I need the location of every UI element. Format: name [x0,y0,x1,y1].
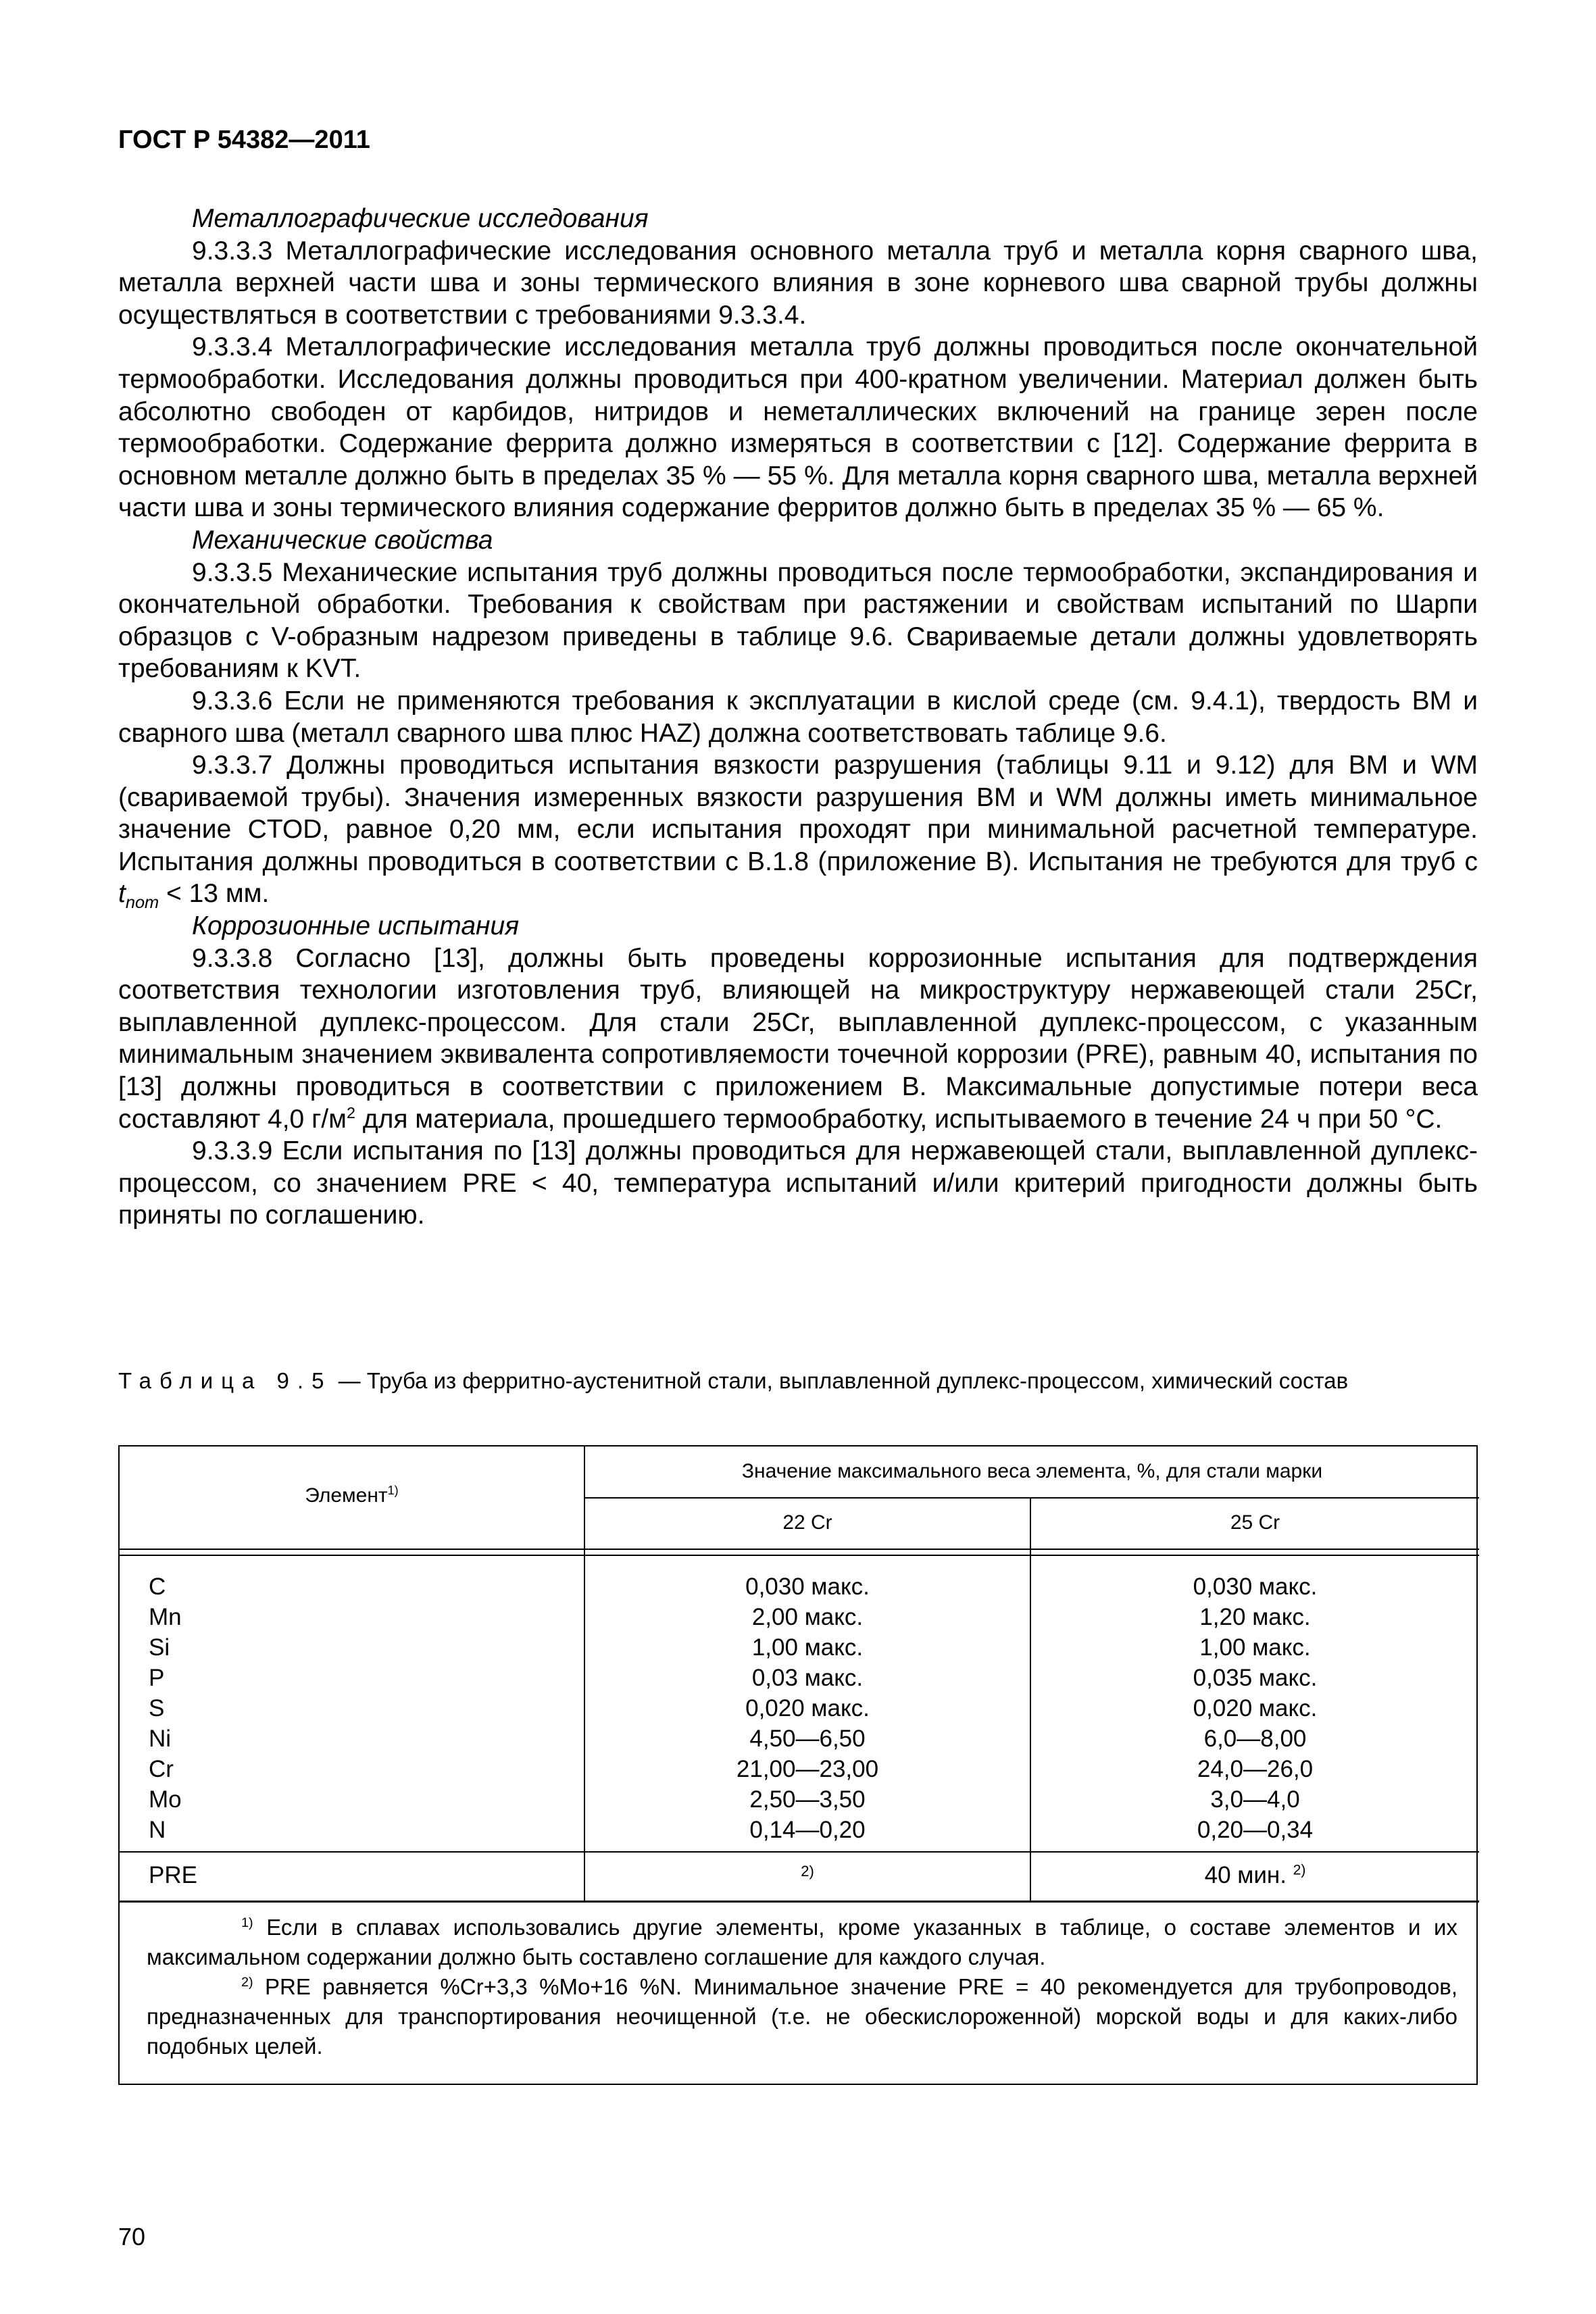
header-group: Значение максимального веса элемента, %, для стали марки [741,1460,1323,1482]
paragraph-text: 9.3.3.7 Должны проводиться испытания вязкости разрушения (таблицы 9.11 и 9.12) для ВМ и WM (свариваемой трубы). Значения измеренных вязкости разрушения ВМ и WM должны иметь минимальное значение CTOD, равное 0,20 мм, если испытания проходят при минимальной расчетной температуре. Испытания должны проводиться в соответствии с В.1.8 (приложение В). Испытания не требуются для труб с [118,751,1478,876]
pre-22-note: 2) [801,1863,814,1880]
section-heading: Металлографические исследования [192,204,649,233]
paragraph: 9.3.3.3 Металлографические исследования основного металла труб и металла корня сварного шва, металла верхней части шва и зоны термического влияния в зоне корневого шва сварной трубы должны осуществляться в соответствии с требованиями 9.3.3.4. [118,236,1478,330]
document-header: ГОСТ Р 54382—2011 [118,126,370,154]
paragraph [118,749,1478,913]
divider [120,1851,1479,1853]
paragraph: 9.3.3.4 Металлографические исследования металла труб должны проводиться после окончательной термообработки. Исследования должны проводиться при 400-кратном увеличении. Материал должен быть абсолютно свободен от карбидов, нитридов и неметаллических включений на границе зерен после термообработки. Содержание феррита должно измеряться в соответствии с [12]. Содержание феррита в основном металле должно быть в пределах 35 % — 55 %. Для металла корня сварного шва, металла верхней части шва и зоны термического влияния содержание ферритов должно быть в пределах 35 % — 65 %. [118,332,1478,523]
footnote-mark: 2) [241,1975,253,1990]
pre-25 [1031,1860,1479,1890]
paragraph-text: для материала, прошедшего термообработку, испытываемого в течение 24 ч при 50 °С. [355,1104,1443,1134]
footnote-mark: 2) [1293,1862,1306,1878]
footnote [147,1972,1457,2061]
values-22cr: 0,030 макс. 2,00 макс. 1,00 макс. 0,03 макс. 0,020 макс. 4,50—6,50 21,00—23,00 2,50—3,50 0,14—0,20 [736,1574,879,1843]
caption-text: — Труба из ферритно-аустенитной стали, выплавленной дуплекс-процессом, химический состав [338,1368,1349,1393]
subscript: nom [125,893,159,913]
footnote-mark: 1) [241,1915,253,1930]
paragraph: 9.3.3.5 Механические испытания труб должны проводиться после термообработки, экспандирования и окончательной обработки. Требования к свойствам при растяжении и свойствам испытаний по Шарпи образцов с V-образным надрезом приведены в таблице 9.6. Свариваемые детали должны удовлетворять требованиям к KVT. [118,557,1478,684]
body-text [118,203,1478,1232]
footnote [147,1913,1457,1972]
divider [120,1549,1479,1550]
paragraph [118,942,1478,1136]
paragraph-text: 9.3.3.8 Согласно [13], должны быть проведены коррозионные испытания для подтверждения соответствия технологии изготовления труб, влияющей на микроструктуру нержавеющей стали 25Cr, выплавленной дуплекс-процессом. Для стали 25Cr, выплавленной дуплекс-процессом, с указанным минимальным значением эквивалента сопротивляемости точечной коррозии (PRE), равным 40, испытания по [13] должны проводиться в соответствии с приложением В. Максимальные допустимые потери веса составляют 4,0 г/м [118,943,1478,1134]
paragraph: 9.3.3.6 Если не применяются требования к эксплуатации в кислой среде (см. 9.4.1), твердость ВМ и сварного шва (металл сварного шва плюс HAZ) должна соответствовать таблице 9.6. [118,686,1478,748]
table-caption [118,1366,1478,1396]
footnote-text: Если в сплавах использовались другие элементы, кроме указанных в таблице, о составе элементов и их максимальном содержании должно быть составлено соглашение для каждого случая. [147,1915,1457,1969]
footnote-text: PRE равняется %Cr+3,3 %Mo+16 %N. Минимальное значение PRE = 40 рекомендуется для трубопроводов, предназначенных для транспортирования неочищенной (т.е. не обескислороженной) морской воды и для каких-либо подобных целей. [147,1974,1457,2059]
page-number: 70 [118,2223,146,2250]
symbol: t [118,879,126,909]
header-25cr: 25 Cr [1230,1511,1280,1534]
section-heading: Коррозионные испытания [192,911,520,941]
pre-25-value: 40 мин. [1204,1862,1287,1888]
values-25cr: 0,030 макс. 1,20 макс. 1,00 макс. 0,035 макс. 0,020 макс. 6,0—8,00 24,0—26,0 3,0—4,0 0,20—0,34 [1193,1574,1318,1843]
composition-table [118,1445,1478,2085]
paragraph: 9.3.3.9 Если испытания по [13] должны проводиться для нержавеющей стали, выплавленной дуплекс-процессом, со значением PRE < 40, температура испытаний и/или критерий пригодности должны быть приняты по соглашению. [118,1136,1478,1230]
table-footnotes [147,1913,1457,2061]
superscript: 2 [346,1103,355,1122]
caption-label: Таблица 9.5 [118,1368,332,1393]
element-column: C Mn Si P S Ni Cr Mo N [149,1574,182,1843]
divider [120,1901,1479,1903]
paragraph-text: < 13 мм. [159,879,270,909]
header-22cr: 22 Cr [782,1511,832,1534]
header-text: Элемент [305,1484,388,1507]
section-heading: Механические свойства [192,525,493,555]
divider [120,1555,1479,1556]
header-element [120,1484,584,1507]
divider [584,1497,1479,1499]
pre-label: PRE [149,1862,197,1888]
footnote-mark: 1) [387,1484,399,1497]
